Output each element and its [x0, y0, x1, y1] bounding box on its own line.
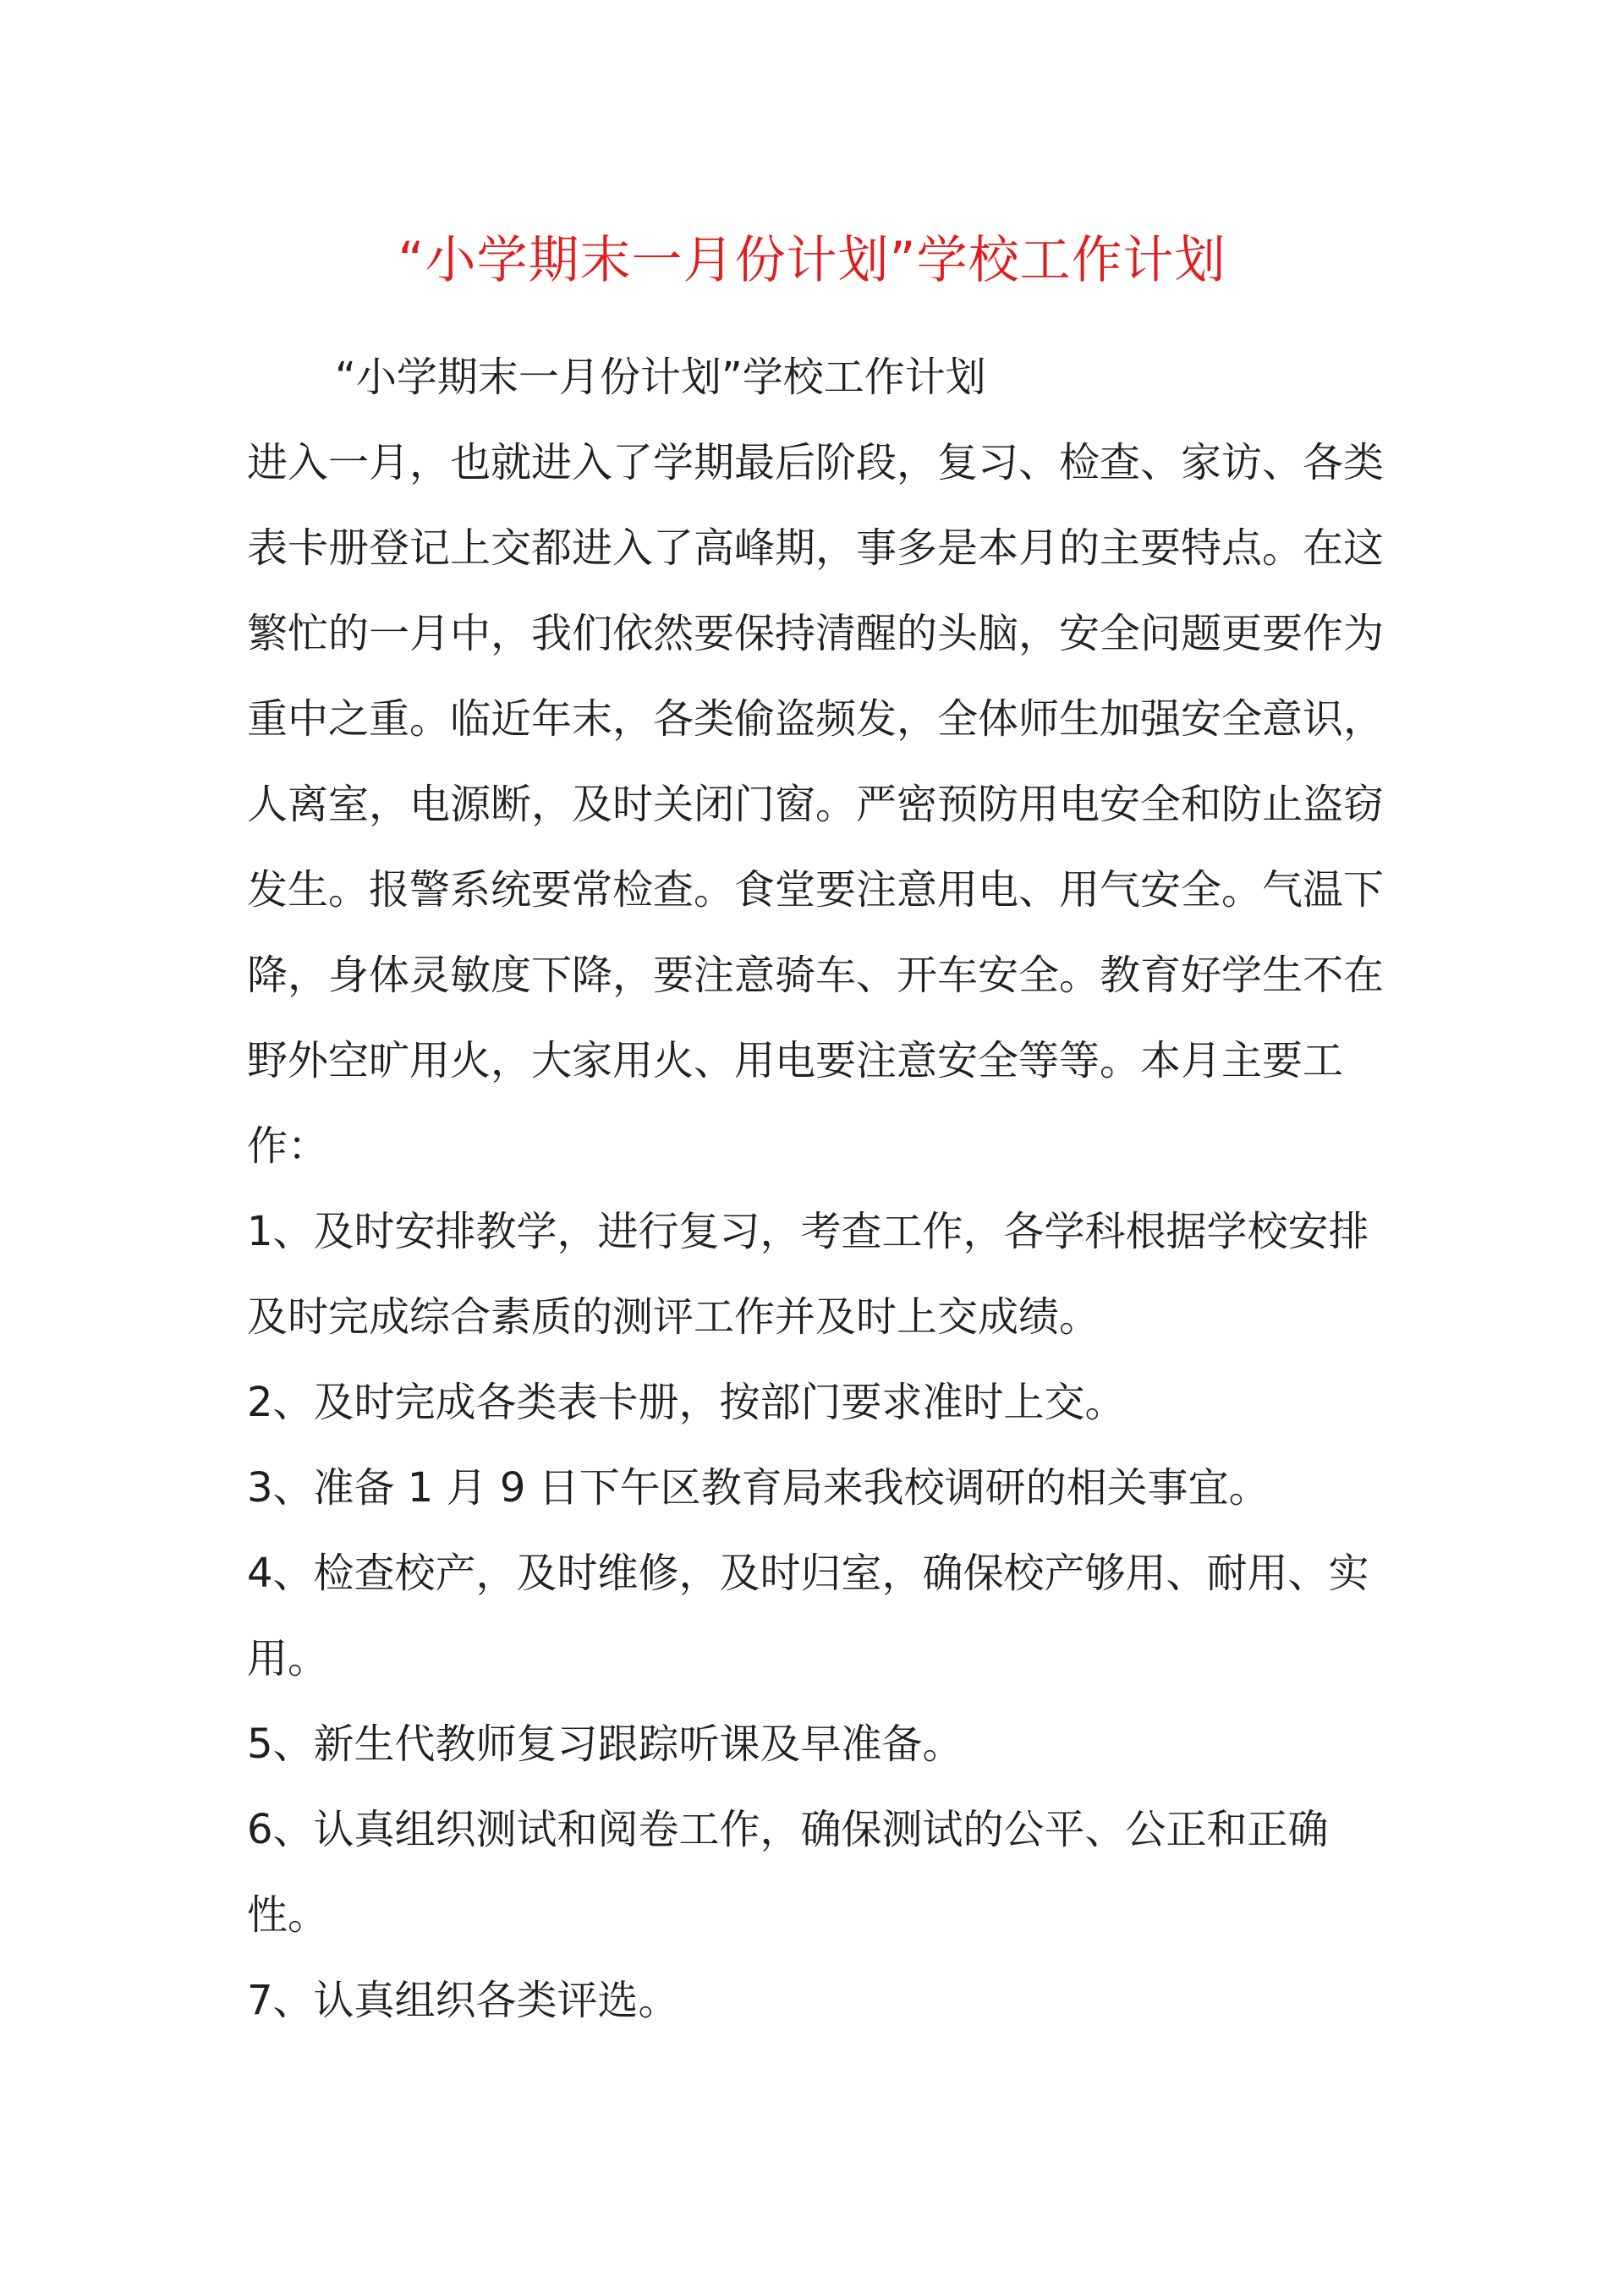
document-body — [247, 335, 1394, 2044]
list-item: 1、及时安排教学，进行复习，考查工作，各学科根据学校安排及时完成综合素质的测评工作并及时上交成绩。 — [247, 1208, 1369, 1341]
list-item: 7、认真组织各类评选。 — [247, 1977, 679, 2024]
list-item: 2、及时完成各类表卡册，按部门要求准时上交。 — [247, 1379, 1126, 1426]
list-item: 6、认真组织测试和阅卷工作，确保测试的公平、公正和正确性。 — [247, 1806, 1329, 1939]
list-item: 4、检查校产，及时维修，及时归室，确保校产够用、耐用、实用。 — [247, 1550, 1369, 1682]
list-item: 5、新生代教师复习跟踪听课及早准备。 — [247, 1720, 963, 1768]
document-title: “小学期末一月份计划”学校工作计划 — [398, 231, 1226, 290]
intro-paragraph: 进入一月，也就进入了学期最后阶段，复习、检查、家访、各类表卡册登记上交都进入了高峰期，事多是本月的主要特点。在这繁忙的一月中，我们依然要保持清醒的头脑，安全问题更要作为重中之重。临近年末，各类偷盗频发，全体师生加强安全意识，人离室，电源断，及时关闭门窗。严密预防用电安全和防止盗窃发生。报警系统要常检查。食堂要注意用电、用气安全。气温下降，身体灵敏度下降，要注意骑车、开车安全。教育好学生不在野外空旷用火，大家用火、用电要注意安全等等。本月主要工作： — [247, 439, 1385, 1170]
list-item: 3、准备 1 月 9 日下午区教育局来我校调研的相关事宜。 — [247, 1464, 1270, 1512]
document-subtitle: “小学期末一月份计划”学校工作计划 — [335, 354, 986, 401]
